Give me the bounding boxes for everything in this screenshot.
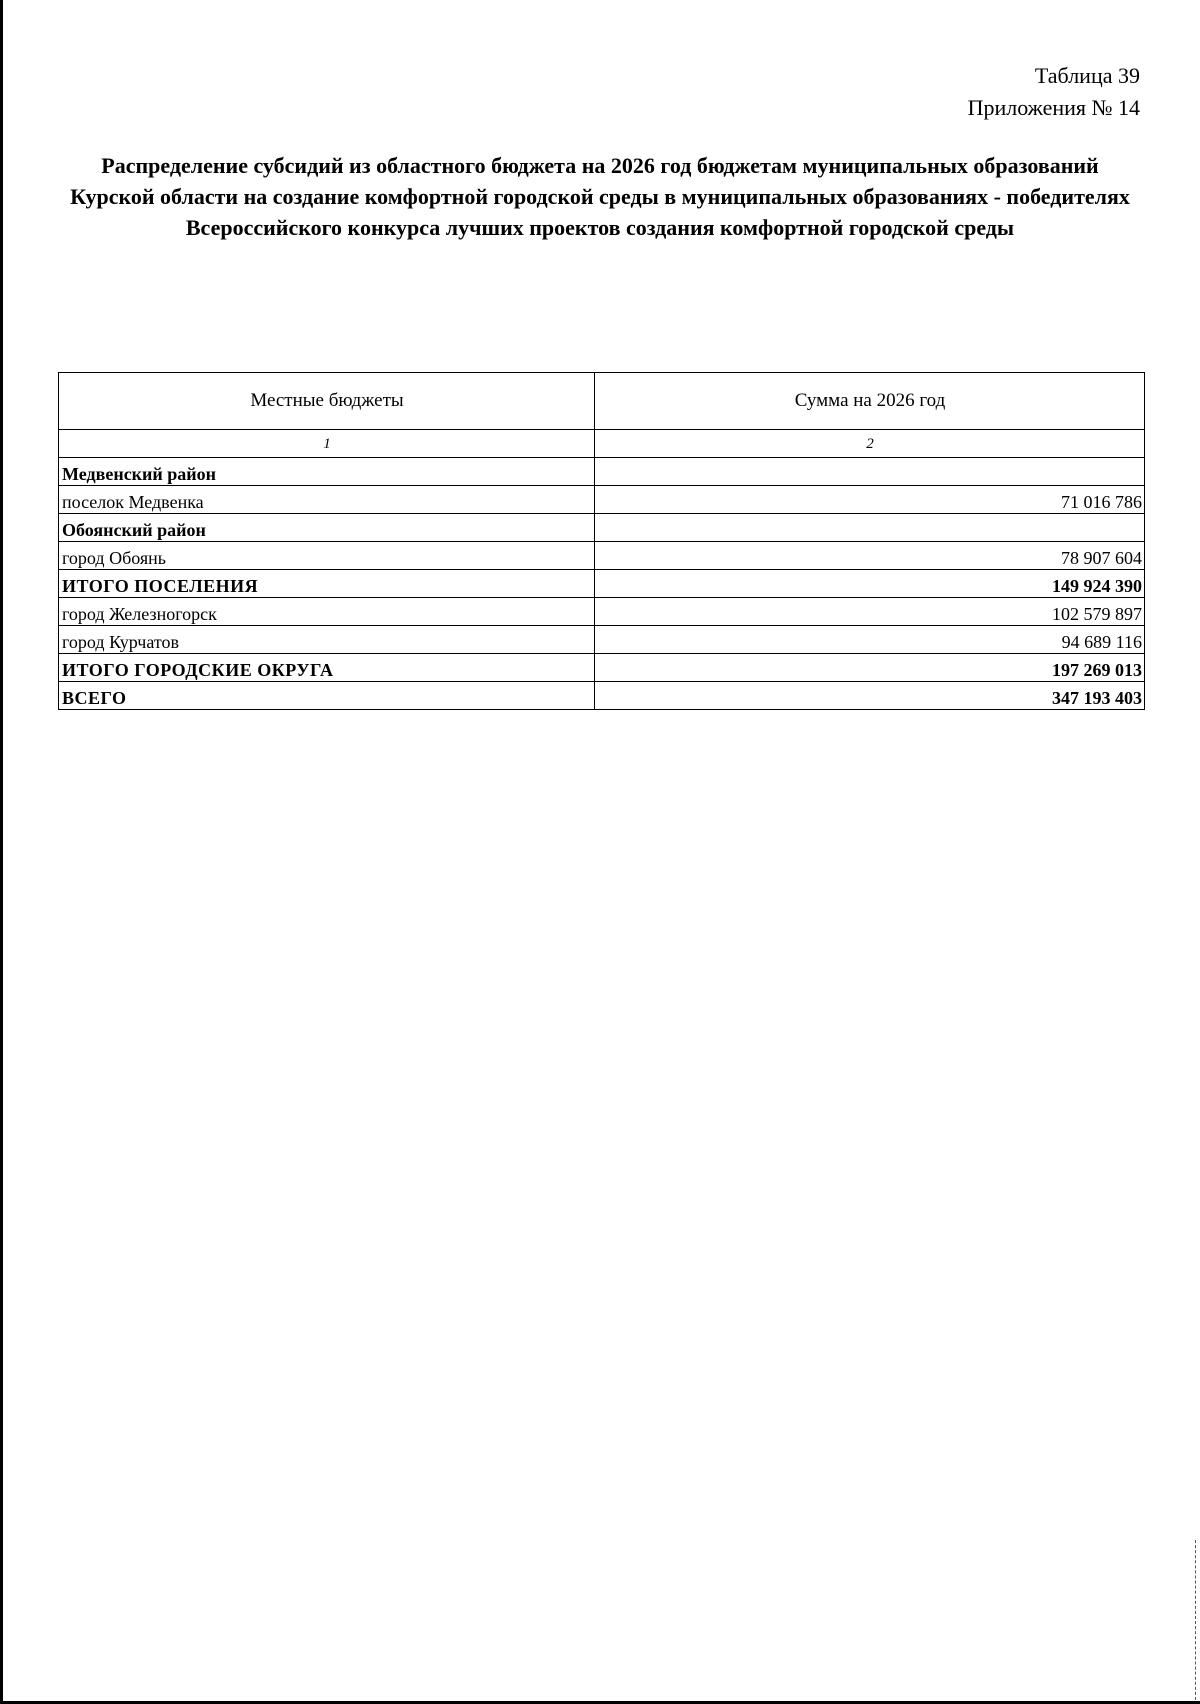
row-amount <box>595 514 1145 542</box>
table-reference: Таблица 39 <box>1034 63 1140 88</box>
row-label: ИТОГО ПОСЕЛЕНИЯ <box>59 570 595 598</box>
row-amount <box>595 458 1145 486</box>
column-number-2: 2 <box>595 430 1145 458</box>
column-header-budgets: Местные бюджеты <box>59 373 595 430</box>
column-number-row <box>59 430 1145 458</box>
row-label: ИТОГО ГОРОДСКИЕ ОКРУГА <box>59 654 595 682</box>
table-row-total-settlements <box>59 570 1145 598</box>
table-header-row <box>59 373 1145 430</box>
table-row-oboyan <box>59 542 1145 570</box>
document-reference <box>968 60 1140 124</box>
row-amount: 78 907 604 <box>595 542 1145 570</box>
table-row-medvenka <box>59 486 1145 514</box>
row-amount: 149 924 390 <box>595 570 1145 598</box>
row-amount: 94 689 116 <box>595 626 1145 654</box>
table-row-district-oboyan <box>59 514 1145 542</box>
table-row-zheleznogorsk <box>59 598 1145 626</box>
row-label: Обоянский район <box>59 514 595 542</box>
table-row-grand-total <box>59 682 1145 710</box>
scan-left-edge <box>0 0 3 1704</box>
column-header-amount: Сумма на 2026 год <box>595 373 1145 430</box>
row-amount: 102 579 897 <box>595 598 1145 626</box>
row-label: город Железногорск <box>59 598 595 626</box>
row-amount: 71 016 786 <box>595 486 1145 514</box>
row-label: Медвенский район <box>59 458 595 486</box>
scan-right-edge-mark <box>1195 1540 1196 1700</box>
row-label: поселок Медвенка <box>59 486 595 514</box>
column-number-1: 1 <box>59 430 595 458</box>
row-amount: 347 193 403 <box>595 682 1145 710</box>
row-label: ВСЕГО <box>59 682 595 710</box>
table-row-total-urban-districts <box>59 654 1145 682</box>
row-label: город Обоянь <box>59 542 595 570</box>
row-amount: 197 269 013 <box>595 654 1145 682</box>
subsidy-table <box>58 372 1145 710</box>
appendix-reference: Приложения № 14 <box>967 95 1140 120</box>
table-row-kurchatov <box>59 626 1145 654</box>
table-row-district-medvenka <box>59 458 1145 486</box>
row-label: город Курчатов <box>59 626 595 654</box>
document-title: Распределение субсидий из областного бюджета на 2026 год бюджетам муниципальных образований Курской области на создание комфортной городской среды в муниципальных образованиях - победителях Всероссийского конкурса лучших проектов создания комфортной городской среды <box>70 153 1130 240</box>
